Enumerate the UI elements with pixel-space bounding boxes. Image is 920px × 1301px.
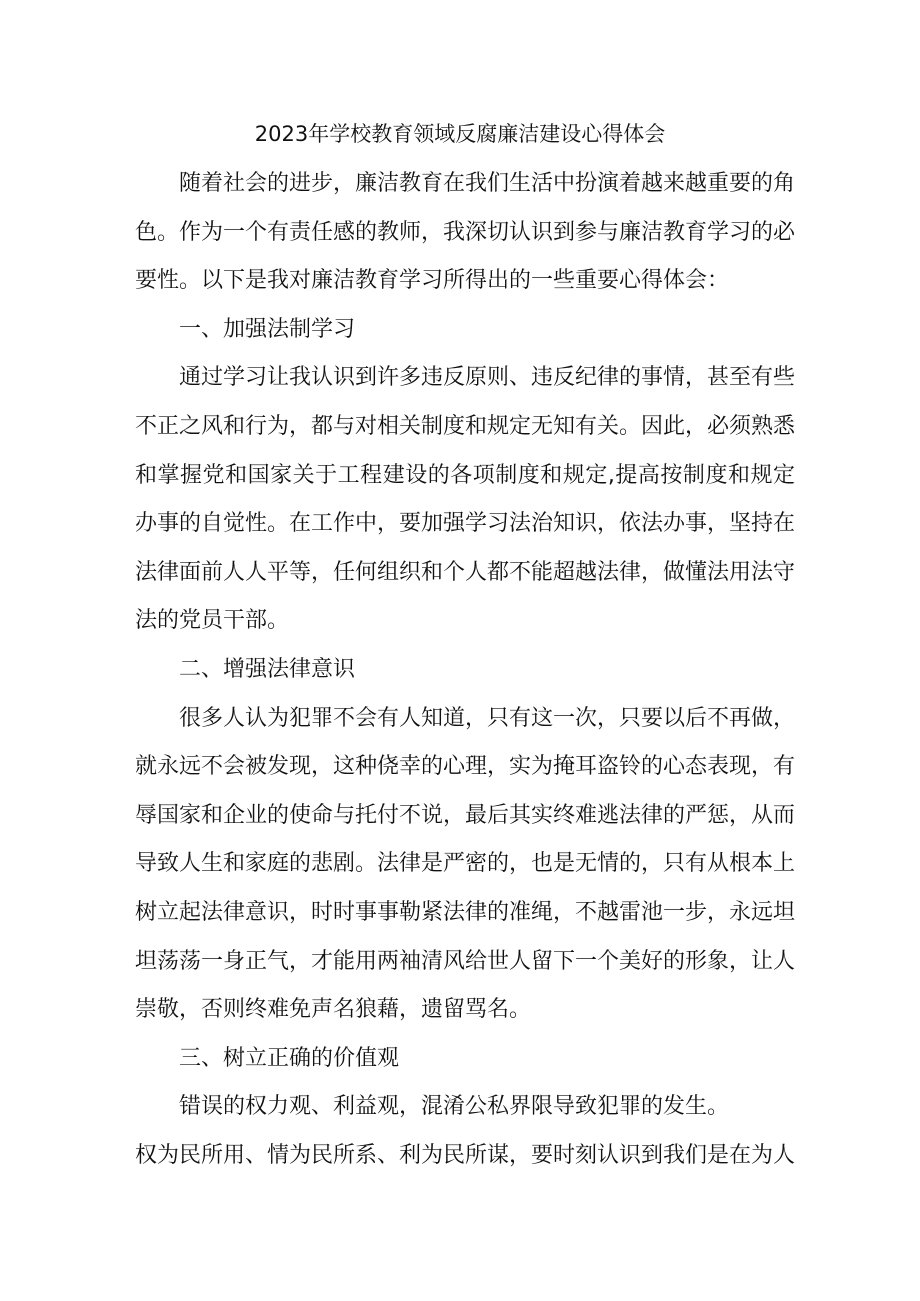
document-body (135, 160, 795, 1180)
section-2-paragraph: 很多人认为犯罪不会有人知道，只有这一次，只要以后不再做，就永远不会被发现，这种侥幸的心理，实为掩耳盗铃的心态表现，有辱国家和企业的使命与托付不说，最后其实终难逃法律的严惩，从而导致人生和家庭的悲剧。法律是严密的，也是无情的，只有从根本上树立起法律意识，时时事事勒紧法律的准绳，不越雷池一步，永远坦坦荡荡一身正气，才能用两袖清风给世人留下一个美好的形象，让人崇敬，否则终难免声名狼藉，遗留骂名。 (135, 705, 796, 1023)
intro-paragraph: 随着社会的进步，廉洁教育在我们生活中扮演着越来越重要的角色。作为一个有责任感的教师，我深切认识到参与廉洁教育学习的必要性。以下是我对廉洁教育学习所得出的一些重要心得体会： (135, 171, 796, 294)
section-heading-3: 三、树立正确的价值观 (179, 1045, 400, 1071)
section-3-paragraph: 错误的权力观、利益观，混淆公私界限导致犯罪的发生。 (179, 1094, 730, 1120)
section-1-paragraph: 通过学习让我认识到许多违反原则、违反纪律的事情，甚至有些不正之风和行为，都与对相关制度和规定无知有关。因此，必须熟悉和掌握党和国家关于工程建设的各项制度和规定,提高按制度和规定办事的自觉性。在工作中，要加强学习法治知识，依法办事，坚持在法律面前人人平等，任何组织和个人都不能超越法律，做懂法用法守法的党员干部。 (135, 365, 796, 634)
document-title: 2023年学校教育领域反腐廉洁建设心得体会 (254, 122, 666, 146)
section-heading-1: 一、加强法制学习 (179, 316, 356, 342)
section-heading-2: 二、增强法律意识 (179, 656, 356, 682)
section-3-continuation: 权为民所用、情为民所系、利为民所谋，要时刻认识到我们是在为人 (135, 1142, 796, 1168)
